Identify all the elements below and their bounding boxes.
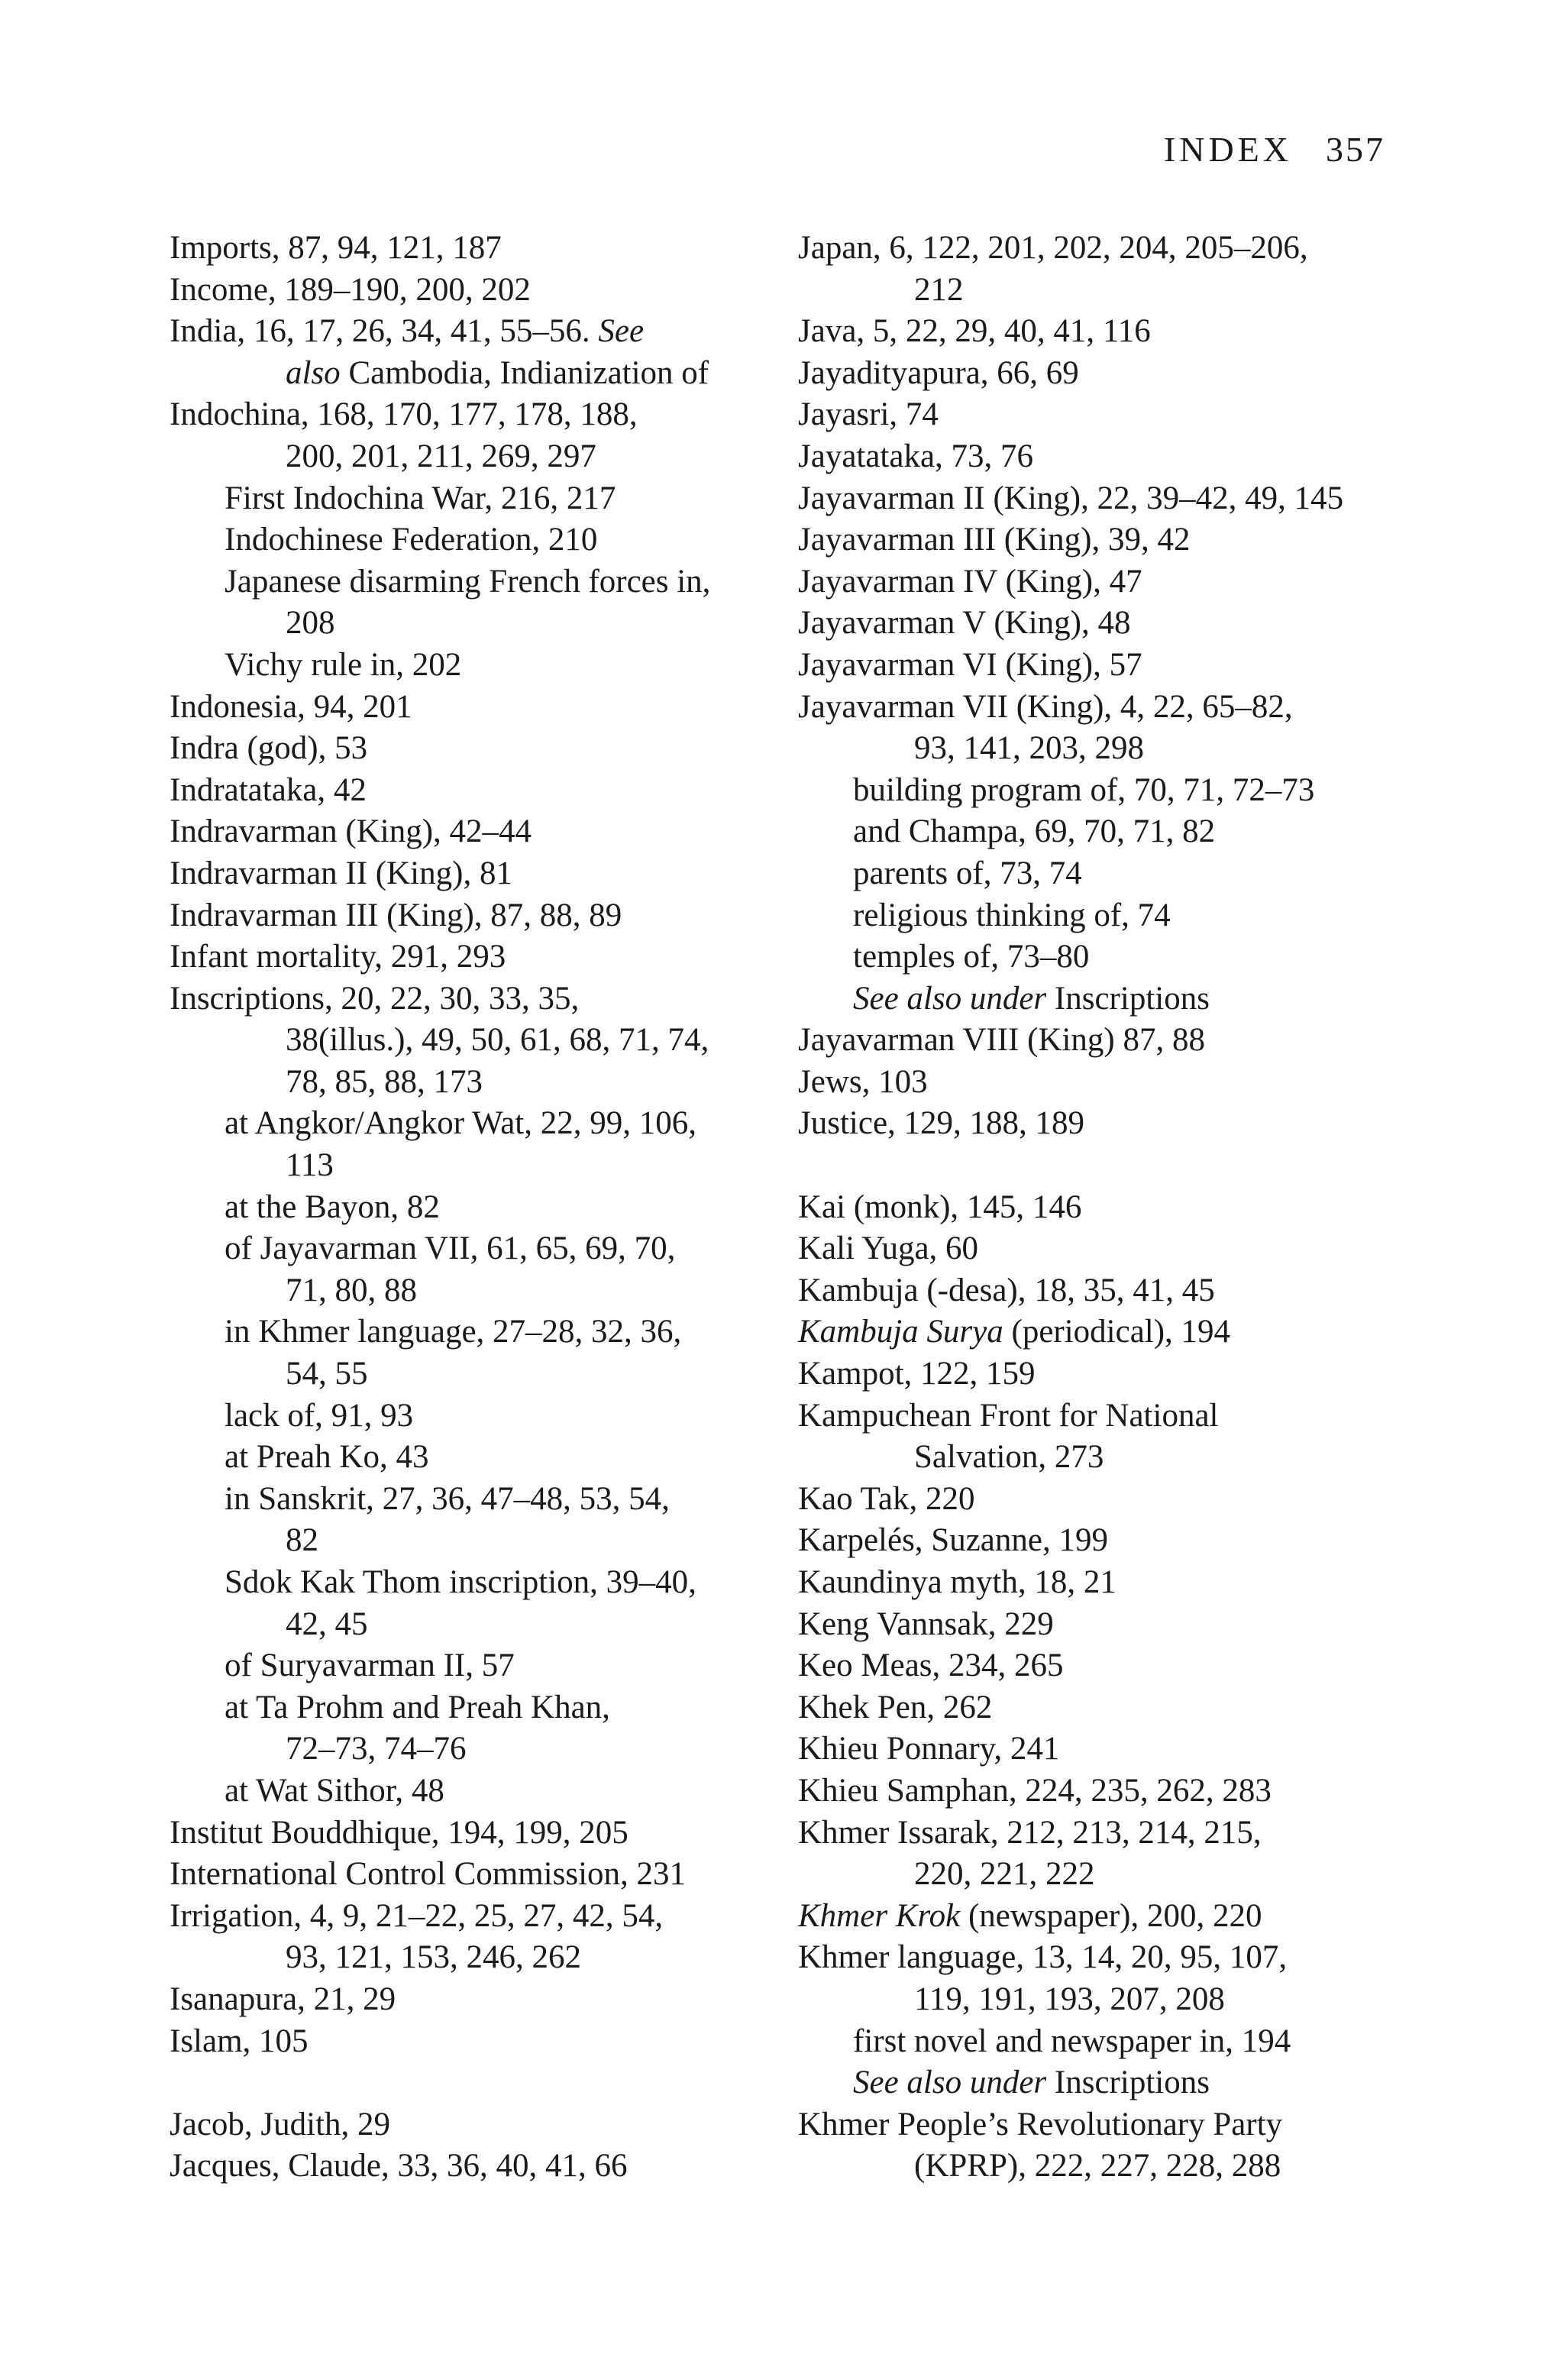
index-text: 54, 55 [286,1356,368,1392]
index-text: in Sanskrit, 27, 36, 47–48, 53, 54, [225,1480,670,1517]
index-text: Islam, 105 [170,2023,309,2059]
index-text: Jayadityapura, 66, 69 [798,354,1079,391]
index-text: Keo Meas, 234, 265 [798,1648,1064,1684]
index-text: Jayavarman VII (King), 4, 22, 65–82, [798,688,1293,725]
index-entry [798,1187,1409,1229]
index-subentry [170,1562,780,1604]
index-entry [170,1896,780,1938]
index-subentry [170,1687,780,1729]
index-entry [798,436,1409,478]
page-number: 357 [1326,130,1385,169]
index-text: Jayavarman II (King), 22, 39–42, 49, 145 [798,480,1344,516]
index-text: Khieu Samphan, 224, 235, 262, 283 [798,1772,1272,1809]
index-text: Karpelés, Suzanne, 199 [798,1522,1108,1559]
index-text: Inscriptions, 20, 22, 30, 33, 35, [170,980,580,1017]
index-text: International Control Commission, 231 [170,1856,687,1893]
index-text: Kao Tak, 220 [798,1480,975,1517]
index-text: Kali Yuga, 60 [798,1230,979,1267]
index-text: Jayasri, 74 [798,396,939,433]
index-entry [798,1562,1409,1604]
index-entry [798,228,1409,270]
index-text: 42, 45 [286,1606,368,1642]
index-text: in Khmer language, 27–28, 32, 36, [225,1314,682,1350]
index-subentry [798,895,1409,937]
index-text: 200, 201, 211, 269, 297 [286,438,596,474]
index-entry [170,1979,780,2021]
index-text: Java, 5, 22, 29, 40, 41, 116 [798,313,1151,350]
index-text-italic: See also under [853,2065,1047,2101]
index-entry [798,1896,1409,1938]
index-entry [170,687,780,729]
index-entry-continuation [170,1937,780,1979]
index-entry-continuation [170,1062,780,1104]
index-entry [798,687,1409,729]
index-text: Jayavarman IV (King), 47 [798,563,1142,600]
index-text: lack of, 91, 93 [225,1397,414,1434]
index-text: Cambodia, Indianization of [340,354,709,391]
index-entry-continuation [170,1604,780,1646]
index-text: 71, 80, 88 [286,1272,417,1308]
index-subentry [170,1103,780,1145]
index-text: Khmer Issarak, 212, 213, 214, 215, [798,1814,1262,1851]
index-entry [170,270,780,312]
index-subentry [170,1395,780,1437]
index-subentry [170,478,780,520]
index-text: Jews, 103 [798,1063,928,1100]
index-text: Kaundinya myth, 18, 21 [798,1564,1116,1600]
index-text: Khek Pen, 262 [798,1689,993,1725]
index-text: (KPRP), 222, 227, 228, 288 [914,2148,1281,2184]
index-entry [170,311,780,353]
index-subentry [798,770,1409,812]
index-text: first novel and newspaper in, 194 [853,2023,1291,2059]
index-subentry [798,853,1409,895]
index-entry [170,228,780,270]
index-text: at Wat Sithor, 48 [225,1772,444,1809]
index-text: Jayavarman III (King), 39, 42 [798,522,1191,558]
index-text: 208 [286,605,335,642]
index-subentry [798,811,1409,853]
index-subentry [798,2062,1409,2104]
index-text: 78, 85, 88, 173 [286,1063,483,1100]
index-text: Indravarman II (King), 81 [170,855,512,891]
index-text: of Jayavarman VII, 61, 65, 69, 70, [225,1230,676,1267]
index-text: Jayavarman V (King), 48 [798,605,1131,642]
index-subentry [798,978,1409,1020]
index-entry [798,1937,1409,1979]
index-text: 82 [286,1522,318,1559]
index-entry [798,1770,1409,1812]
index-text: Irrigation, 4, 9, 21–22, 25, 27, 42, 54, [170,1897,664,1934]
index-entry [798,478,1409,520]
index-letter-gap [798,1145,1409,1187]
index-text: Inscriptions [1046,980,1210,1017]
index-entry [798,645,1409,687]
index-text: 72–73, 74–76 [286,1731,467,1767]
index-text: at the Bayon, 82 [225,1188,440,1225]
index-text: and Champa, 69, 70, 71, 82 [853,813,1216,850]
index-entry [798,1520,1409,1562]
index-entry-continuation [170,1020,780,1062]
index-text: First Indochina War, 216, 217 [225,480,616,516]
index-text: Indochinese Federation, 210 [225,522,598,558]
index-text: at Ta Prohm and Preah Khan, [225,1689,610,1725]
index-text: 93, 141, 203, 298 [914,730,1144,767]
index-entry-continuation [798,1979,1409,2021]
index-entry [798,561,1409,603]
index-text: Justice, 129, 188, 189 [798,1105,1085,1142]
index-entry [798,1604,1409,1646]
index-text: Khmer language, 13, 14, 20, 95, 107, [798,1939,1288,1976]
index-text: Income, 189–190, 200, 202 [170,271,531,308]
index-text: Indravarman III (King), 87, 88, 89 [170,897,622,933]
index-subentry [798,2021,1409,2063]
index-entry [170,2146,780,2188]
index-text: Kampot, 122, 159 [798,1356,1036,1392]
index-subentry [170,561,780,603]
index-text-italic: See [598,313,645,350]
index-subentry [170,1437,780,1479]
index-text: Keng Vannsak, 229 [798,1606,1054,1642]
index-text-italic: Khmer Krok [798,1897,961,1934]
index-entry-continuation [798,1854,1409,1896]
index-entry-continuation [170,1520,780,1562]
index-entry-continuation [798,1437,1409,1479]
index-text: Isanapura, 21, 29 [170,1981,396,2017]
index-text: Jacob, Judith, 29 [170,2106,391,2142]
index-text: Japan, 6, 122, 201, 202, 204, 205–206, [798,230,1308,266]
index-entry [798,1479,1409,1521]
index-entry [798,1812,1409,1855]
index-entry [798,519,1409,561]
index-entry [170,1854,780,1896]
index-text: at Preah Ko, 43 [225,1439,429,1476]
index-text: (newspaper), 200, 220 [960,1897,1262,1934]
index-entry-continuation [170,603,780,645]
index-text: Sdok Kak Thom inscription, 39–40, [225,1564,696,1600]
index-column-left [170,228,780,2188]
index-subentry [170,519,780,561]
index-entry [798,1645,1409,1687]
index-text: Salvation, 273 [914,1439,1104,1476]
index-text: parents of, 73, 74 [853,855,1082,891]
index-text: Kai (monk), 145, 146 [798,1188,1082,1225]
index-entry [170,895,780,937]
index-text: Japanese disarming French forces in, [225,563,711,600]
index-entry-continuation [170,1145,780,1187]
index-entry-continuation [170,1353,780,1395]
index-entry [798,1270,1409,1312]
index-entry-continuation [170,353,780,395]
index-text: 38(illus.), 49, 50, 61, 68, 71, 74, [286,1022,709,1059]
index-entry [170,728,780,770]
index-entry-continuation [798,2146,1409,2188]
index-text: Institut Bouddhique, 194, 199, 205 [170,1814,629,1851]
index-entry [798,2104,1409,2146]
index-entry [798,1395,1409,1437]
index-entry [798,353,1409,395]
index-entry [798,1311,1409,1353]
index-entry [798,311,1409,353]
index-entry [170,811,780,853]
index-entry-continuation [798,728,1409,770]
running-head [1164,128,1385,171]
index-text: Jacques, Claude, 33, 36, 40, 41, 66 [170,2148,628,2184]
index-subentry [798,936,1409,978]
index-subentry [170,1479,780,1521]
index-text: (periodical), 194 [1003,1314,1231,1350]
index-entry [170,2021,780,2063]
section-title: INDEX [1163,130,1292,169]
index-text: Jayatataka, 73, 76 [798,438,1034,474]
index-text: Khieu Ponnary, 241 [798,1731,1060,1767]
index-subentry [170,645,780,687]
index-text: religious thinking of, 74 [853,897,1171,933]
index-text: Indra (god), 53 [170,730,368,767]
index-entry-continuation [170,1270,780,1312]
index-entry [798,1020,1409,1062]
index-subentry [170,1311,780,1353]
index-text: at Angkor/Angkor Wat, 22, 99, 106, [225,1105,696,1142]
index-entry [798,1062,1409,1104]
index-text: Vichy rule in, 202 [225,646,462,683]
index-entry [798,1103,1409,1145]
index-text: Khmer People’s Revolutionary Party [798,2106,1283,2142]
index-subentry [170,1228,780,1270]
index-text: Indratataka, 42 [170,771,367,808]
index-text: Jayavarman VIII (King) 87, 88 [798,1022,1205,1059]
index-text: Infant mortality, 291, 293 [170,939,506,975]
index-entry [798,1728,1409,1770]
index-text: Jayavarman VI (King), 57 [798,646,1142,683]
index-entry [798,603,1409,645]
index-text: building program of, 70, 71, 72–73 [853,771,1315,808]
index-text: Imports, 87, 94, 121, 187 [170,230,502,266]
index-entry-continuation [798,270,1409,312]
index-entry-continuation [170,1728,780,1770]
index-column-right [798,228,1409,2188]
index-letter-gap [170,2062,780,2104]
index-subentry [170,1645,780,1687]
index-text: of Suryavarman II, 57 [225,1648,515,1684]
index-text: Kampuchean Front for National [798,1397,1219,1434]
index-text: 119, 191, 193, 207, 208 [914,1981,1225,2017]
index-text-italic: See also under [853,980,1047,1017]
index-entry [798,1687,1409,1729]
index-entry [170,936,780,978]
index-text: 220, 221, 222 [914,1856,1095,1893]
index-text: 212 [914,271,964,308]
index-text-italic: Kambuja Surya [798,1314,1003,1350]
index-text-italic: also [286,354,341,391]
index-text: Indonesia, 94, 201 [170,688,412,725]
index-text: Inscriptions [1046,2065,1210,2101]
index-entry [170,1812,780,1855]
index-text: Kambuja (-desa), 18, 35, 41, 45 [798,1272,1215,1308]
index-text: 93, 121, 153, 246, 262 [286,1939,581,1976]
index-text: India, 16, 17, 26, 34, 41, 55–56. [170,313,599,350]
index-entry [170,770,780,812]
index-entry [170,394,780,436]
index-entry [798,1353,1409,1395]
index-text: 113 [286,1147,334,1184]
index-text: temples of, 73–80 [853,939,1090,975]
index-entry [798,1228,1409,1270]
index-subentry [170,1770,780,1812]
index-entry [170,853,780,895]
index-subentry [170,1187,780,1229]
index-entry [170,978,780,1020]
index-text: Indravarman (King), 42–44 [170,813,532,850]
index-entry [170,2104,780,2146]
index-entry [798,394,1409,436]
index-entry-continuation [170,436,780,478]
index-text: Indochina, 168, 170, 177, 178, 188, [170,396,638,433]
